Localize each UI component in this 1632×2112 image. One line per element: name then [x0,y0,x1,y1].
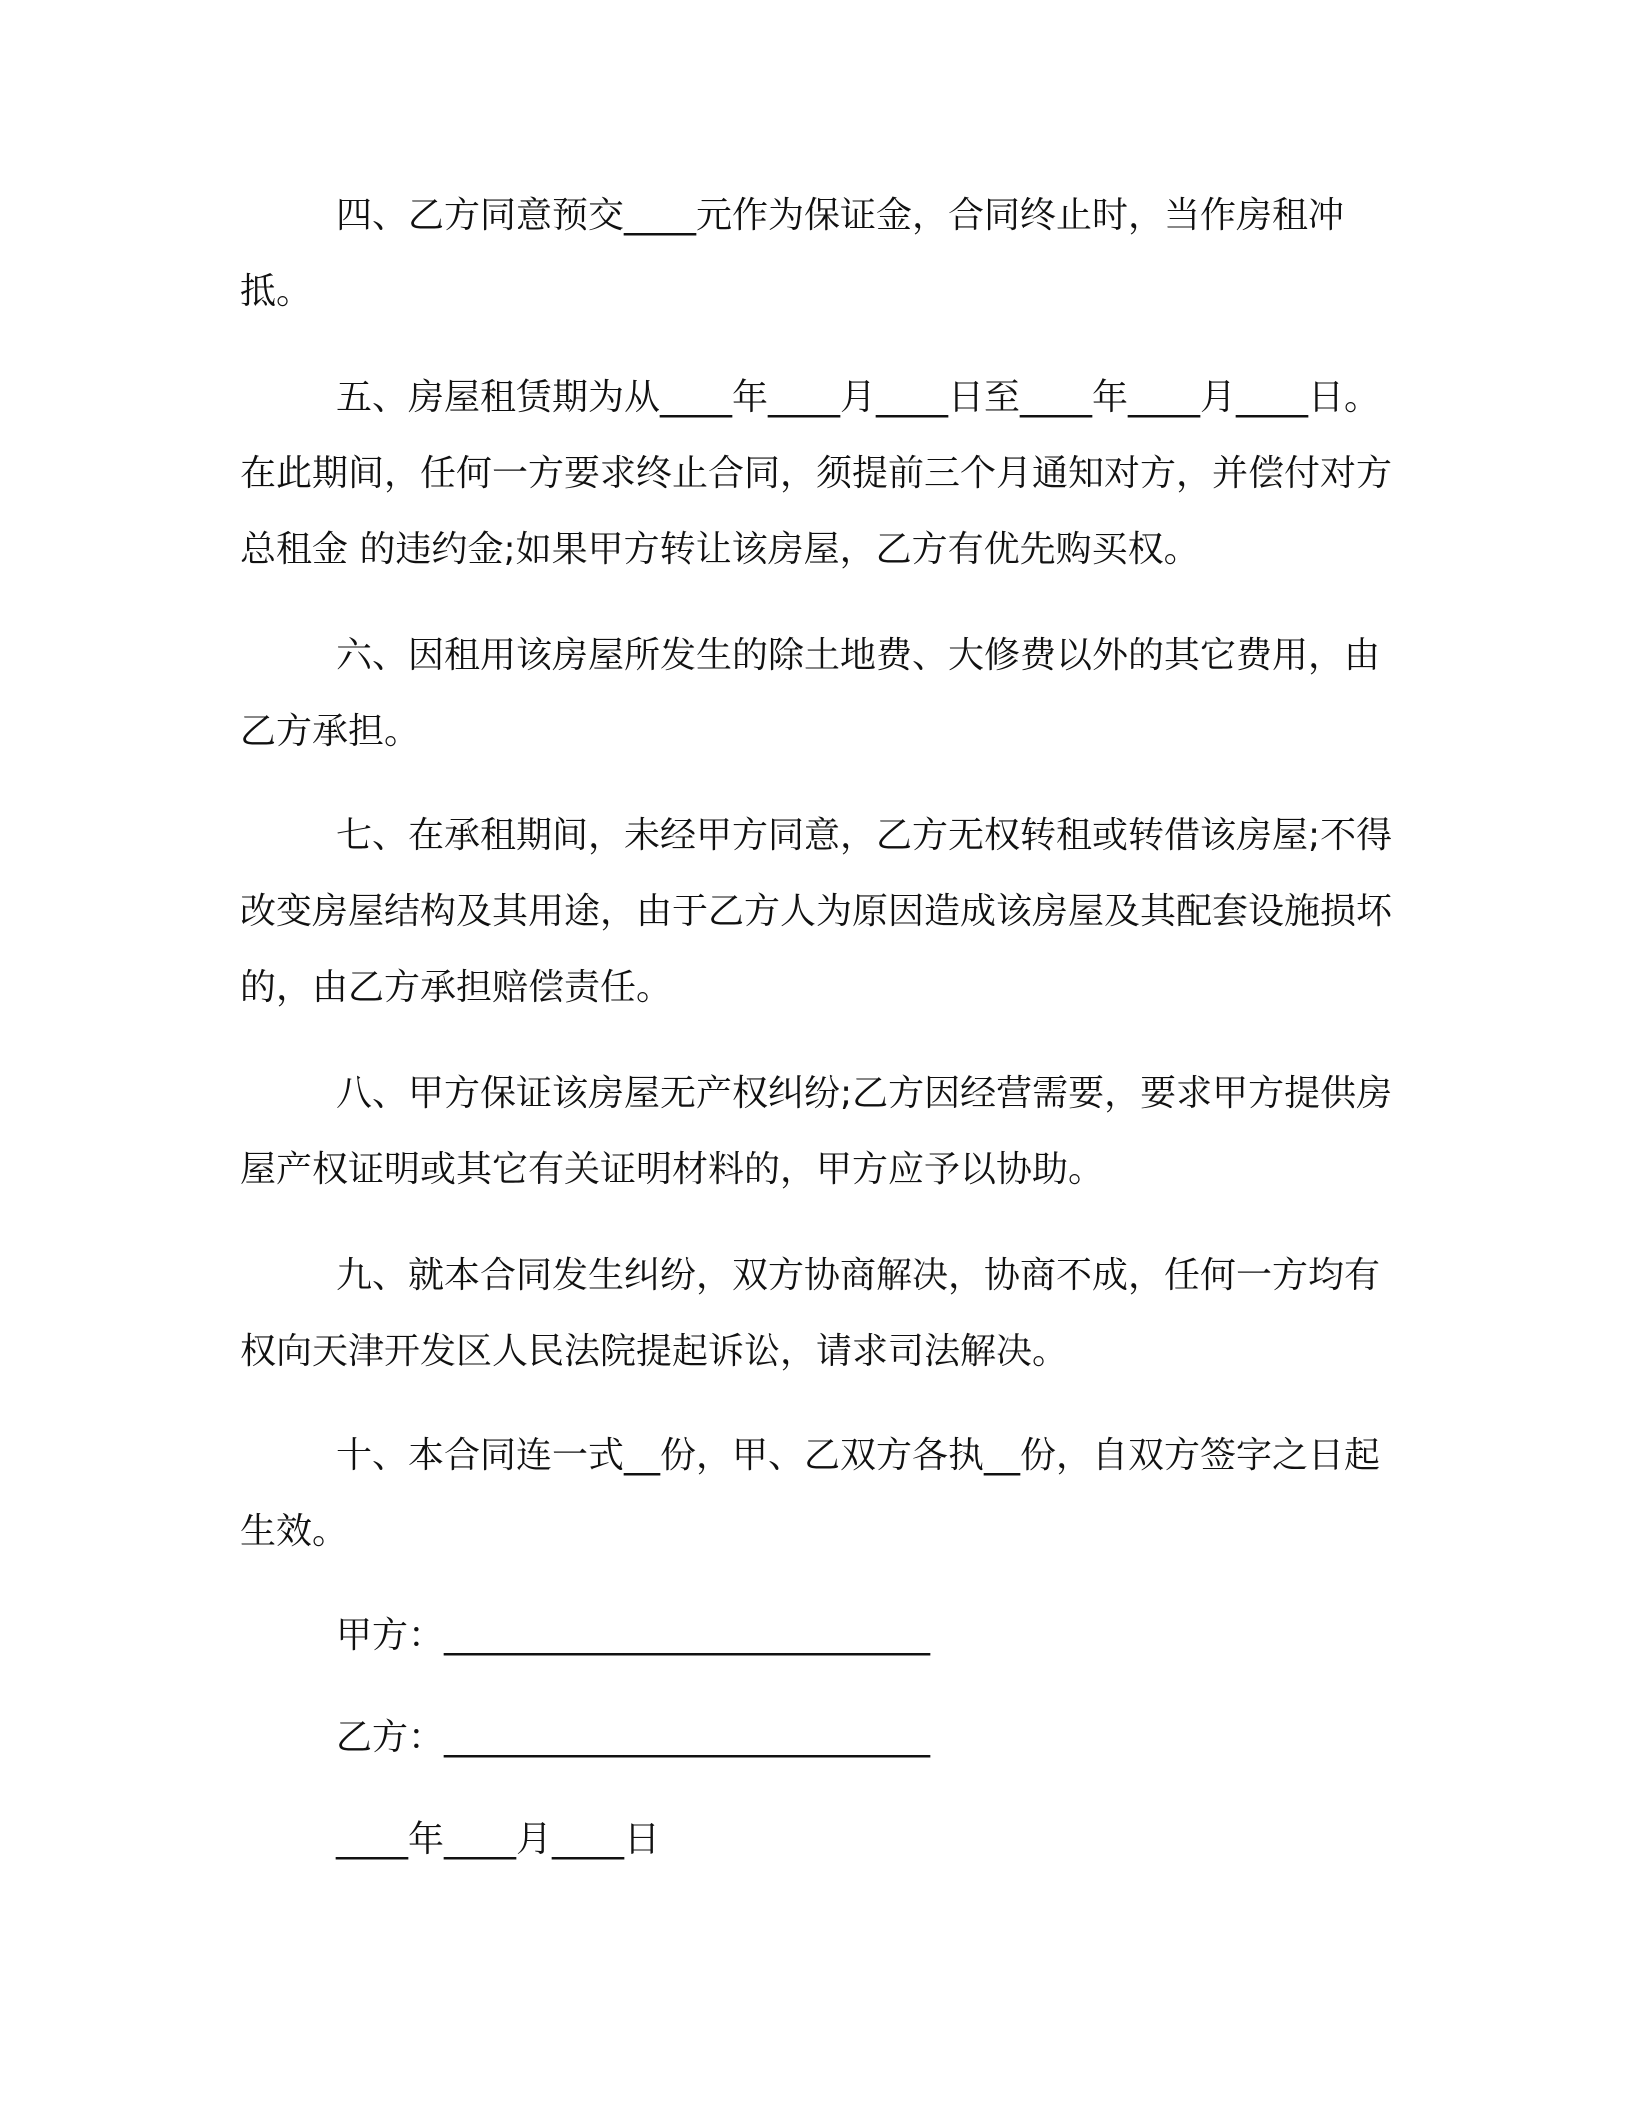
clause-9: 九、就本合同发生纠纷，双方协商解决，协商不成，任何一方均有权向天津开发区人民法院提起诉讼，请求司法解决。 [240,1255,1381,1372]
party-b-signature-line: 乙方：___________________________ [336,1717,931,1758]
clause-5: 五、房屋租赁期为从____年____月____日至____年____月____日。在此期间，任何一方要求终止合同，须提前三个月通知对方，并偿付对方总租金 的违约金;如果甲方转让该房屋，乙方有优先购买权。 [240,377,1393,570]
signature-date: ____年____月____日 [336,1819,661,1860]
clause-4: 四、乙方同意预交____元作为保证金，合同终止时，当作房租冲抵。 [240,195,1345,312]
clause-6: 六、因租用该房屋所发生的除土地费、大修费以外的其它费用，由乙方承担。 [240,635,1381,752]
clause-10: 十、本合同连一式__份，甲、乙双方各执__份，自双方签字之日起生效。 [240,1435,1381,1552]
clause-7: 七、在承租期间，未经甲方同意，乙方无权转租或转借该房屋;不得改变房屋结构及其用途，由于乙方人为原因造成该房屋及其配套设施损坏的，由乙方承担赔偿责任。 [240,815,1393,1008]
party-a-signature-line: 甲方：___________________________ [336,1615,931,1656]
clause-8: 八、甲方保证该房屋无产权纠纷;乙方因经营需要，要求甲方提供房屋产权证明或其它有关证明材料的，甲方应予以协助。 [240,1073,1393,1190]
